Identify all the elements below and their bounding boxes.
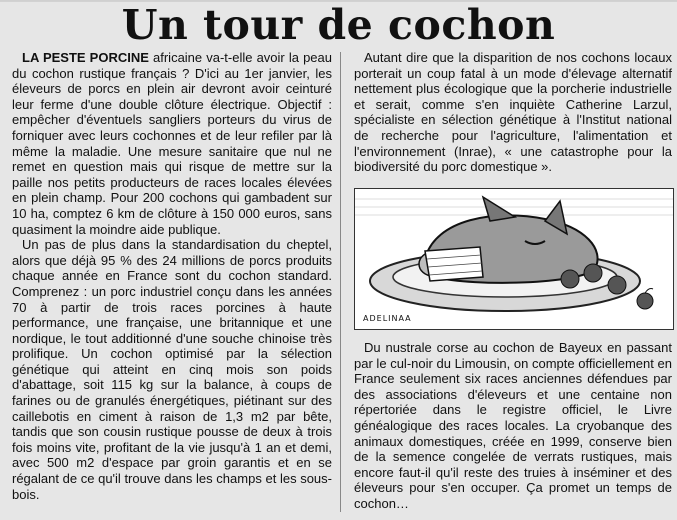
- paragraph-1-text: africaine va-t-elle avoir la peau du cochon rustique français ? D'ici au 1er janvier, les éleveurs de porcs en plein air devront avoir ceinturé leur ferme d'une double clôture électrique. Objectif : empêcher d'éventuels sangliers porteurs du virus de forniquer avec leurs cochonnes et de leur refiler par là même la maladie. Une mesure sanitaire que nul ne remet en question mais qui risque de mettre sur la paille nos petits producteurs de races locales élevées en plein champ. Pour 200 cochons qui gambadent sur 10 ha, comptez 6 km de clôture à 150 000 euros, sans quasiment la moindre aide publique.: [12, 50, 332, 237]
- article-headline: Un tour de cochon: [0, 2, 677, 48]
- left-column: [12, 50, 332, 516]
- lead-in: LA PESTE PORCINE: [22, 50, 149, 65]
- paragraph-2: Un pas de plus dans la standardisation du cheptel, alors que déjà 95 % des 24 millions de porcs produits chaque année en France sont du cochon standard. Comprenez : un porc industriel conçu dans les années 70 à partir de trois races porcines à haute performance, une française, une britannique et une nordique, le tout additionné d'une souche chinoise très prolifique. Un cochon optimisé par la sélection génétique qui atteint en cinq mois son poids d'abattage, soit 115 kg sur la balance, à coups de farines ou de granulés énergétiques, piétinant sur des caillebotis en ciment à raison de 1,3 m2 par bête, tandis que son cousin rustique pousse de deux à trois fois moins vite, profitant de la vie jusqu'à 1 an et demi, avec 500 m2 d'espace par groin garantis et en se régalant de ce qu'il trouve dans les champs et les sous-bois.: [12, 237, 332, 502]
- paragraph-1: [12, 50, 332, 237]
- paragraph-4: Du nustrale corse au cochon de Bayeux en passant par le cul-noir du Limousin, on compte officiellement en France seulement six races anciennes défendues par des associations d'éleveurs et une centaine non répertoriée dans le registre officiel, le Livre généalogique des races locales. La cryobanque des animaux domestiques, créée en 1999, conserve bien de la semence congelée de verrats rustiques, mais encore faut-il qu'il reste des truies à inséminer et des éleveurs pour s'en occuper. Ça promet un temps de cochon…: [354, 340, 672, 511]
- right-column-top: [354, 50, 672, 175]
- paragraph-3: Autant dire que la disparition de nos cochons locaux porterait un coup fatal à un mode d'élevage alternatif nettement plus écologique que la porcherie industrielle et serait, comme s'en inquiète Catherine Larzul, spécialiste en sélection génétique à l'Institut national de recherche pour l'agriculture, l'alimentation et l'environnement (Inrae), « une catastrophe pour la biodiversité du porc domestique ».: [354, 50, 672, 175]
- column-divider: [340, 52, 341, 512]
- illustrator-signature: ADELINAA: [363, 314, 412, 323]
- right-column-bottom: [354, 340, 672, 516]
- illustration-drawing: [355, 189, 673, 329]
- pig-head-on-platter-illustration: [354, 188, 674, 330]
